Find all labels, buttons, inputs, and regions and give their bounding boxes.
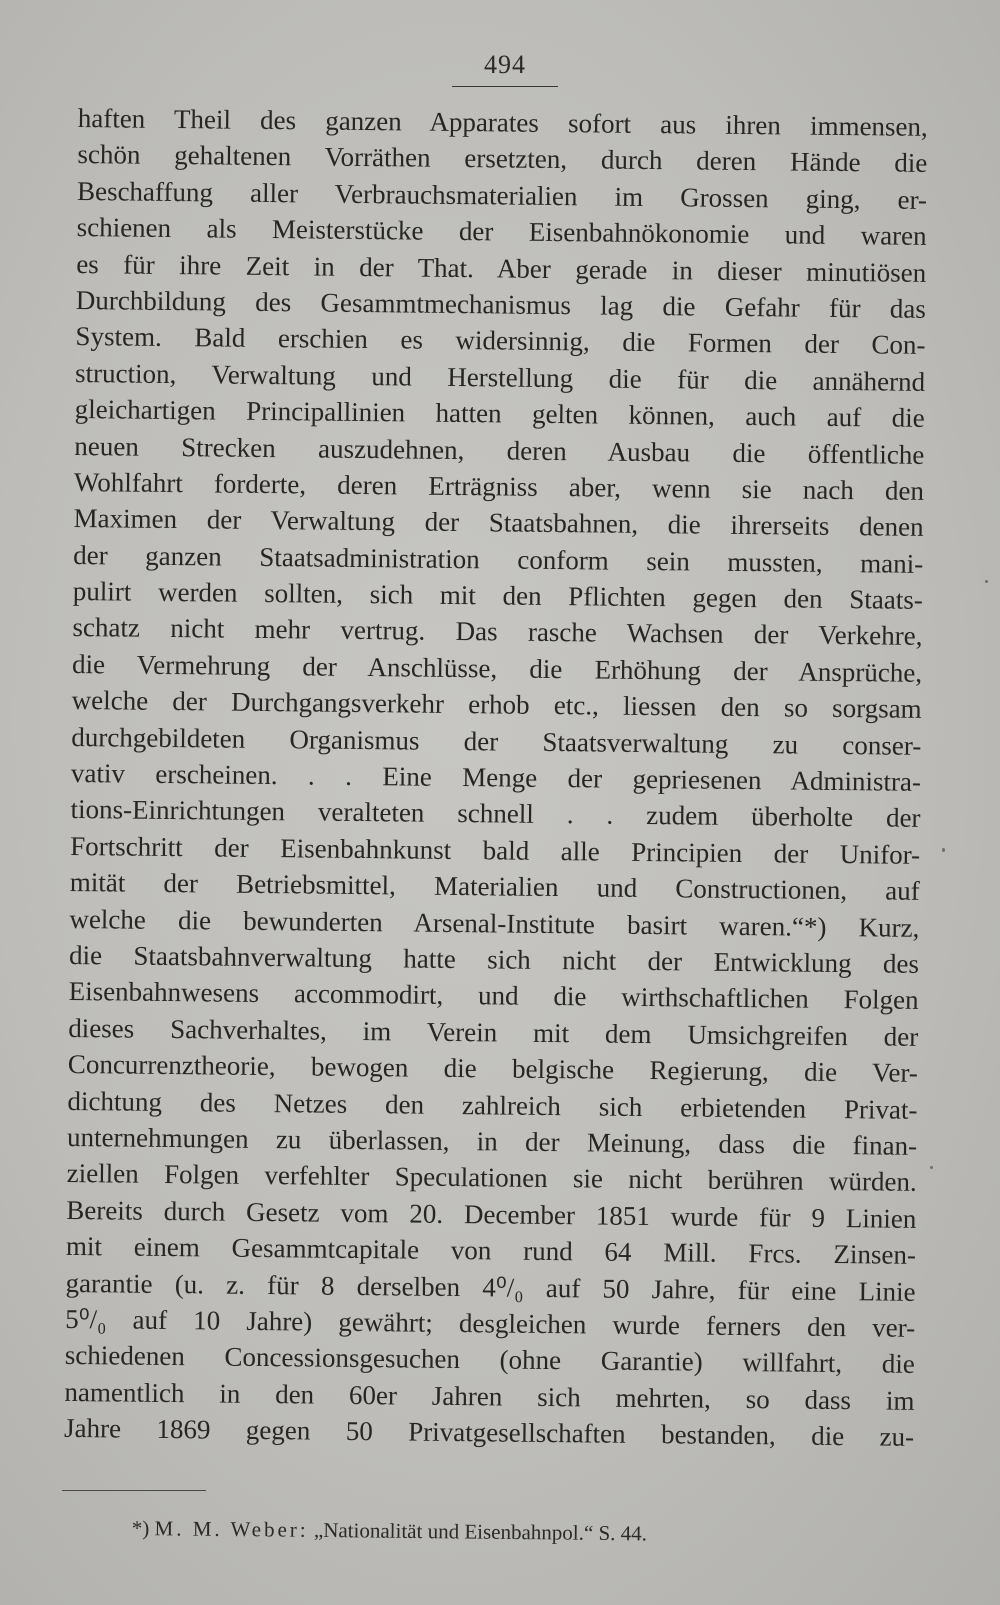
text-line: dieses Sachverhaltes, im Verein mit dem Umsichgreifen der: [68, 1012, 919, 1052]
text-line: der ganzen Staatsadministration conform sein mussten, mani-: [73, 539, 924, 579]
footnote-rule: [62, 1490, 206, 1491]
text-line: Fortschritt der Eisenbahnkunst bald alle Principien der Unifor-: [70, 830, 921, 870]
text-line: struction, Verwaltung und Herstellung die für die annähernd: [74, 357, 926, 397]
text-line: durchgebildeten Organismus der Staatsverwaltung zu conser-: [71, 721, 922, 761]
text-line: pulirt werden sollten, sich mit den Pflichten gegen den Staats-: [72, 576, 923, 615]
paper-speck: [930, 1166, 933, 1169]
text-line: System. Bald erschien es widersinnig, die Formen der Con-: [75, 321, 926, 361]
text-line: die Vermehrung der Anschlüsse, die Erhöhung der Ansprüche,: [71, 648, 923, 688]
text-line: haften Theil des ganzen Apparates sofort aus ihren immensen,: [77, 102, 928, 142]
footnote-text: „Nationalität und Eisenbahnpol.“ S. 44.: [313, 1517, 648, 1546]
paper-speck: [985, 580, 988, 583]
text-line: Concurrenztheorie, bewogen die belgische Regierung, die Ver-: [67, 1049, 919, 1089]
body-text: [64, 100, 928, 1455]
text-line: Beschaffung aller Verbrauchsmaterialien im Grossen ging, er-: [76, 175, 928, 215]
text-line: Maximen der Verwaltung der Staatsbahnen, die ihrerseits denen: [73, 503, 924, 543]
text-line: gleichartigen Principallinien hatten gelten können, auch auf die: [74, 394, 925, 434]
text-line: welche der Durchgangsverkehr erhob etc., liessen den so sorgsam: [71, 685, 922, 725]
text-line: mität der Betriebsmittel, Materialien und Constructionen, auf: [69, 867, 920, 907]
text-line: tions-Einrichtungen veralteten schnell . . zudem überholte der: [70, 794, 921, 834]
text-line: es für ihre Zeit in der That. Aber gerade in dieser minutiösen: [76, 248, 927, 288]
text-line: Bereits durch Gesetz vom 20. December 1851 wurde für 9 Linien: [66, 1194, 917, 1234]
text-line: namentlich in den 60er Jahren sich mehrten, so dass im: [64, 1376, 915, 1416]
text-line: Wohlfahrt forderte, deren Erträgniss aber, wenn sie nach den: [73, 466, 925, 506]
text-line: die Staatsbahnverwaltung hatte sich nicht der Entwicklung des: [68, 939, 920, 979]
text-line: schön gehaltenen Vorräthen ersetzten, durch deren Hände die: [77, 139, 928, 179]
text-line: mit einem Gesammtcapitale von rund 64 Mill. Frcs. Zinsen-: [65, 1231, 917, 1270]
footnote-marker: *): [131, 1516, 150, 1541]
footnote-author: M. M. Weber:: [154, 1516, 309, 1542]
text-line: dichtung des Netzes den zahlreich sich erbietenden Privat-: [67, 1085, 918, 1125]
text-line: welche die bewunderten Arsenal-Institute basirt waren.“*) Kurz,: [69, 903, 920, 943]
text-line: neuen Strecken auszudehnen, deren Ausbau die öffentliche: [74, 430, 925, 470]
header-rule: [452, 86, 558, 87]
text-line: schiedenen Concessionsgesuchen (ohne Garantie) willfahrt, die: [64, 1340, 915, 1380]
text-line: vativ erscheinen. . . Eine Menge der gepriesenen Administra-: [70, 757, 922, 797]
text-line: schatz nicht mehr vertrug. Das rasche Wachsen der Verkehre,: [72, 612, 923, 652]
footnote: [132, 1516, 647, 1546]
text-line: Jahre 1869 gegen 50 Privatgesellschaften bestanden, die zu-: [63, 1412, 915, 1452]
text-line: 5⁰/₀ auf 10 Jahre) gewährt; desgleichen wurde ferners den ver-: [65, 1303, 916, 1343]
text-line: Eisenbahnwesens accommodirt, und die wirthschaftlichen Folgen: [68, 976, 919, 1016]
paper-speck: [942, 848, 945, 852]
text-line: unternehmungen zu überlassen, in der Meinung, dass die finan-: [66, 1121, 918, 1161]
text-line: garantie (u. z. für 8 derselben 4⁰/₀ auf 50 Jahre, für eine Linie: [65, 1267, 916, 1307]
text-line: ziellen Folgen verfehlter Speculationen sie nicht berühren würden.: [66, 1158, 917, 1198]
text-line: Durchbildung des Gesammtmechanismus lag die Gefahr für das: [75, 284, 927, 324]
page-number: 494: [484, 50, 526, 79]
text-line: schienen als Meisterstücke der Eisenbahnökonomie und waren: [76, 212, 927, 252]
